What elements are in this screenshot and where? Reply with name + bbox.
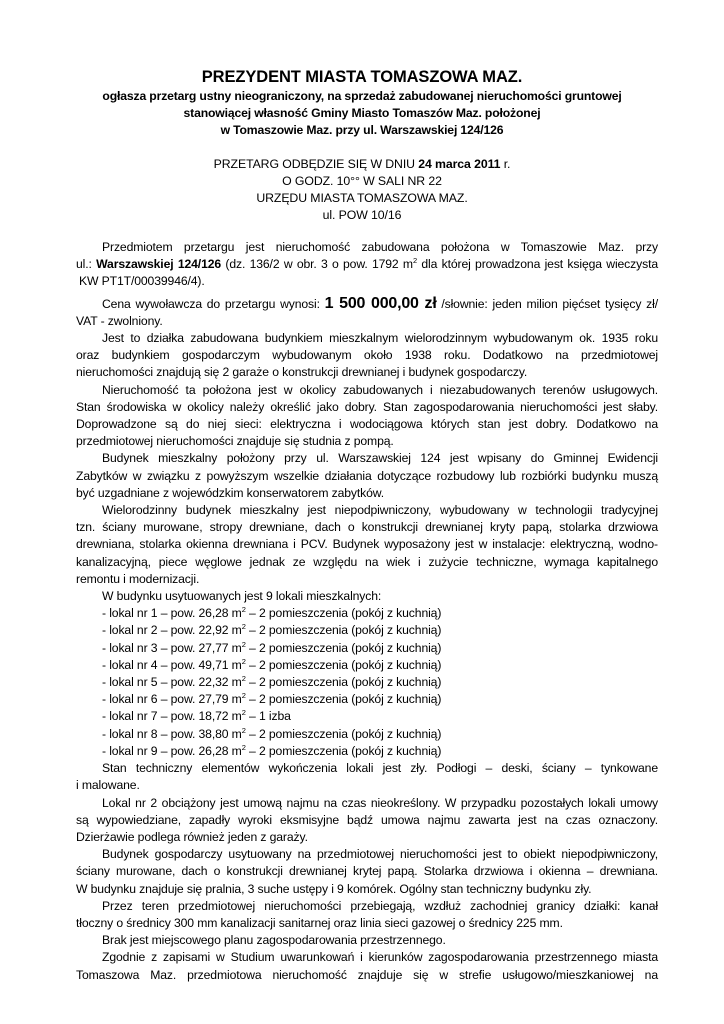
paragraph-line: Budynek gospodarczy usytuowany na przedmiotowej nieruchomości jest to obiekt niepodpiwniczony,: [102, 847, 658, 862]
text: – 2 pomieszczenia (pokój z kuchnią): [245, 726, 442, 741]
paragraph-tenancy: [76, 795, 658, 847]
announcement-header: [0, 66, 724, 139]
meeting-date-suffix: r.: [500, 157, 511, 171]
paragraph-line: Tomaszowa Maz. przedmiotowa nieruchomość znajduje się w strefie usługowo/mieszkaniowej na: [76, 967, 658, 982]
property-address: Warszawskiej 124/126: [96, 257, 222, 272]
paragraph-line: Stan środowiska w okolicy należy określić jako dobry. Stan zagospodarowania nieruchomości jest słaby.: [76, 399, 658, 414]
paragraph-line: tzn. ściany murowane, stropy drewniane, dach o konstrukcji drewnianej kryty papą, stolarka drzwiowa: [76, 520, 658, 535]
paragraph-study: [76, 949, 658, 983]
text: Cena wywoławcza do przetargu wynosi:: [102, 296, 325, 311]
paragraph-finish-condition: [76, 760, 658, 794]
paragraph-line: Przez teren przedmiotowej nieruchomości przebiegają, wzdłuż zachodniej granicy działki: kanał: [102, 898, 658, 913]
superscript: 2: [241, 656, 246, 666]
paragraph-line: Doprowadzone są do niej sieci: elektryczna i wodociągowa których stan jest dobry. Dodatkowo na: [76, 417, 658, 432]
paragraph-line: Budynek mieszkalny położony przy ul. Warszawskiej 124 jest wpisany do Gminnej Ewidencji: [102, 451, 658, 466]
paragraph-line: tłoczny o średnicy 300 mm kanalizacji sanitarnej oraz linia sieci gazowej o średnicy 225 mm.: [76, 915, 563, 930]
auction-meeting-info: [0, 156, 724, 224]
paragraph-line: Brak jest miejscowego planu zagospodarowania przestrzennego.: [102, 933, 446, 948]
list-item: [76, 726, 658, 743]
meeting-address: ul. POW 10/16: [322, 208, 402, 222]
paragraph-line: ściany murowane, dach o konstrukcji drewnianej krytej papą. Stolarka drzwiowa i okienna – drewniana.: [76, 864, 658, 879]
paragraph-line: przedmiotowej nieruchomości znajduje się studnia z pompą.: [76, 434, 394, 449]
paragraph-line: Jest to działka zabudowana budynkiem mieszkalnym wielorodzinnym wybudowanym ok. 1935 roku: [102, 331, 658, 346]
text: – 2 pomieszczenia (pokój z kuchnią): [245, 692, 442, 707]
starting-price: 1 500 000,00 zł: [324, 294, 437, 312]
text: - lokal nr 5 – pow. 22,32 m: [102, 675, 242, 690]
paragraph-line: i malowane.: [76, 778, 140, 793]
paragraph-line: drewniana, stolarka okienna drewniana i PCV. Budynek wyposażony jest w instalacje: elektryczną, wodno-: [76, 537, 658, 552]
paragraph-price: [76, 295, 658, 330]
meeting-date-line: [0, 156, 724, 173]
meeting-date: 24 marca 2011: [418, 157, 501, 171]
text: - lokal nr 9 – pow. 26,28 m: [102, 743, 242, 758]
paragraph-line: [76, 256, 658, 273]
list-item: [76, 708, 658, 725]
paragraph-line: nieruchomości znajdują się 2 garaże o konstrukcji drewnianej i budynek gospodarczy.: [76, 365, 528, 380]
text: - lokal nr 2 – pow. 22,92 m: [102, 623, 242, 638]
superscript: 2: [241, 725, 246, 735]
paragraph-line: Dzierżawie podlega również jeden z garaży.: [76, 829, 308, 844]
paragraph-building-technical: [76, 502, 658, 588]
paragraph-zoning-plan: [76, 932, 658, 949]
superscript: 2: [241, 674, 246, 684]
superscript: 2: [412, 256, 418, 266]
paragraph-line: być uzgadniane z wojewódzkim konserwatorem zabytków.: [76, 485, 385, 500]
text: – 1 izba: [245, 709, 291, 724]
text: - lokal nr 1 – pow. 26,28 m: [102, 606, 242, 621]
units-list: [76, 588, 658, 760]
list-item: [76, 622, 658, 639]
paragraph-plot-description: [76, 330, 658, 382]
paragraph-line: Nieruchomość ta położona jest w okolicy zabudowanych i niezabudowanych terenów usługowych.: [102, 382, 658, 397]
text: – 2 pomieszczenia (pokój z kuchnią): [245, 657, 442, 672]
superscript: 2: [241, 622, 246, 632]
text: – 2 pomieszczenia (pokój z kuchnią): [245, 743, 442, 758]
text: – 2 pomieszczenia (pokój z kuchnią): [245, 606, 442, 621]
text: – 2 pomieszczenia (pokój z kuchnią): [245, 640, 442, 655]
paragraph-line: kanalizacyjną, piece węglowe jednak ze względu na wiek i zużycie techniczne, wymaga kapitalnego: [76, 554, 658, 569]
meeting-time-room: O GODZ. 10°° W SALI NR 22: [282, 174, 442, 188]
paragraph-line: Lokal nr 2 obciążony jest umową najmu na czas nieokreślony. W przypadku pozostałych lokali umowy: [102, 795, 658, 810]
vat-status: VAT - zwolniony.: [76, 313, 163, 328]
text: – 2 pomieszczenia (pokój z kuchnią): [245, 675, 442, 690]
paragraph-heritage: [76, 450, 658, 502]
list-item: [76, 657, 658, 674]
paragraph-surroundings: [76, 382, 658, 451]
paragraph-utilities: [76, 898, 658, 932]
superscript: 2: [241, 708, 246, 718]
units-intro: W budynku usytuowanych jest 9 lokali mieszkalnych:: [102, 589, 382, 604]
subtitle-line-2: stanowiącej własność Gminy Miasto Tomaszów Maz. położonej: [183, 106, 541, 120]
paragraph-line: [76, 295, 658, 313]
list-item: [76, 743, 658, 760]
text: - lokal nr 6 – pow. 27,79 m: [102, 692, 242, 707]
text: - lokal nr 8 – pow. 38,80 m: [102, 726, 242, 741]
superscript: 2: [241, 605, 246, 615]
paragraph-line: Wielorodzinny budynek mieszkalny jest niepodpiwniczony, wybudowany w technologii tradycyjnej: [102, 503, 658, 518]
page-title: PREZYDENT MIASTA TOMASZOWA MAZ.: [201, 68, 523, 86]
list-item: [76, 640, 658, 657]
text: (dz. 136/2 w obr. 3 o pow. 1792 m: [221, 257, 413, 272]
text: /słownie: jeden milion pięćset tysięcy zł/: [436, 296, 658, 311]
land-register-number: KW PT1T/00039946/4).: [79, 274, 205, 289]
superscript: 2: [241, 639, 246, 649]
text: - lokal nr 7 – pow. 18,72 m: [102, 709, 242, 724]
superscript: 2: [241, 691, 246, 701]
subtitle-line-1: ogłasza przetarg ustny nieograniczony, na sprzedaż zabudowanej nieruchomości gruntowej: [102, 89, 622, 103]
document-body: [76, 239, 658, 984]
superscript: 2: [241, 742, 246, 752]
paragraph-outbuilding: [76, 846, 658, 898]
list-item: [76, 691, 658, 708]
paragraph-line: są wypowiedziane, zapadły wyroki eksmisyjne bądź umowa najmu zawarta jest na czas oznaczony.: [76, 812, 658, 827]
list-item: [76, 605, 658, 622]
text: - lokal nr 4 – pow. 49,71 m: [102, 657, 242, 672]
list-item: [76, 674, 658, 691]
text: - lokal nr 3 – pow. 27,77 m: [102, 640, 242, 655]
paragraph-line: Stan techniczny elementów wykończenia lokali jest zły. Podłogi – deski, ściany – tynkowane: [102, 761, 658, 776]
paragraph-subject: [76, 239, 658, 291]
paragraph-line: Przedmiotem przetargu jest nieruchomość zabudowana położona w Tomaszowie Maz. przy: [102, 240, 658, 254]
paragraph-line: Zgodnie z zapisami w Studium uwarunkowań i kierunków zagospodarowania przestrzennego miasta: [102, 950, 658, 965]
meeting-office: URZĘDU MIASTA TOMASZOWA MAZ.: [256, 191, 468, 205]
paragraph-line: W budynku znajduje się pralnia, 3 suche ustępy i 9 komórek. Ogólny stan techniczny budynku zły.: [76, 881, 592, 896]
text: – 2 pomieszczenia (pokój z kuchnią): [245, 623, 442, 638]
paragraph-line: oraz budynkiem gospodarczym wybudowanym około 1938 roku. Dodatkowo na przedmiotowej: [76, 348, 658, 363]
text: dla której prowadzona jest księga wieczysta: [417, 257, 659, 272]
text: ul.:: [76, 257, 97, 272]
meeting-date-prefix: PRZETARG ODBĘDZIE SIĘ W DNIU: [213, 157, 419, 171]
paragraph-line: Zabytków w związku z powyższym wszelkie działania dotyczące rozbudowy lub rozbiórki budynku muszą: [76, 468, 658, 483]
paragraph-line: remontu i modernizacji.: [76, 571, 200, 586]
subtitle-line-3: w Tomaszowie Maz. przy ul. Warszawskiej 124/126: [220, 123, 504, 137]
